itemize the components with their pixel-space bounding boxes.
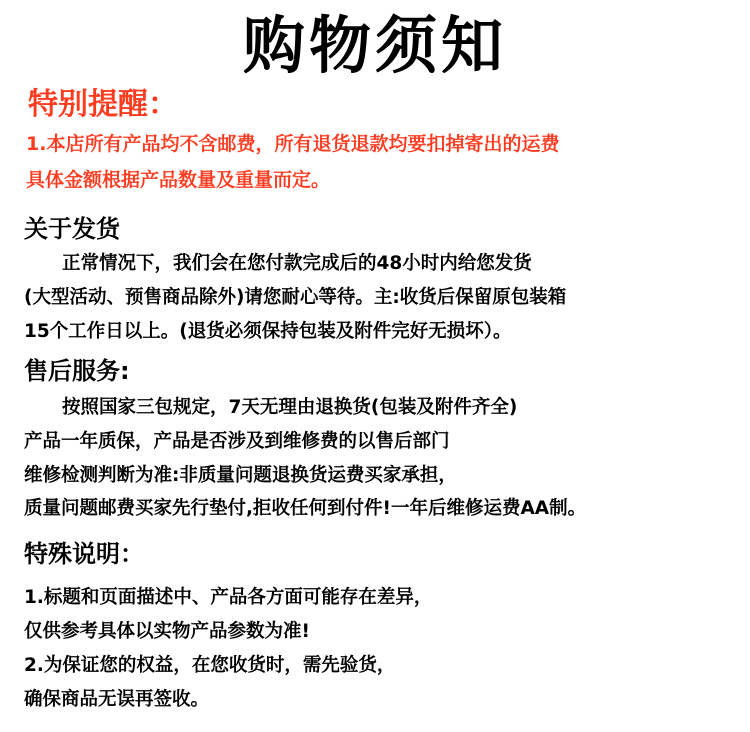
aftersale-line-4: 质量问题邮费买家先行垫付,拒收任何到付件!一年后维修运费AA制。 (24, 498, 587, 519)
special-line-4: 确保商品无误再签收。 (24, 689, 210, 710)
shipping-line-2: (大型活动、预售商品除外)请您耐心等待。主:收货后保留原包装箱 (24, 287, 567, 308)
aftersale-heading: 售后服务: (24, 357, 130, 385)
special-reminder-heading: 特别提醒： (28, 87, 178, 122)
special-line-2: 仅供参考具体以实物产品参数为准! (24, 621, 310, 642)
special-line-1: 1.标题和页面描述中、产品各方面可能存在差异， (24, 587, 433, 608)
page-title: 购物须知 (242, 9, 507, 82)
reminder-line-2: 具体金额根据产品数量及重量而定。 (26, 169, 331, 191)
shipping-line-1: 正常情况下，我们会在您付款完成后的48小时内给您发货 (62, 253, 532, 274)
aftersale-line-2: 产品一年质保，产品是否涉及到维修费的以售后部门 (24, 431, 450, 452)
aftersale-line-3: 维修检测判断为准:非质量问题退换货运费买家承担， (24, 465, 457, 486)
shipping-line-3: 15个工作日以上。(退货必须保持包装及附件完好无损坏）。 (24, 321, 512, 342)
special-line-3: 2.为保证您的权益，在您收货时，需先验货， (24, 655, 396, 676)
shipping-heading: 关于发货 (24, 215, 120, 243)
aftersale-line-1: 按照国家三包规定，7天无理由退换货(包装及附件齐全) (62, 397, 518, 418)
reminder-line-1: 1.本店所有产品均不含邮费，所有退货退款均要扣掉寄出的运费 (26, 133, 560, 155)
special-notes-heading: 特殊说明： (24, 540, 144, 568)
